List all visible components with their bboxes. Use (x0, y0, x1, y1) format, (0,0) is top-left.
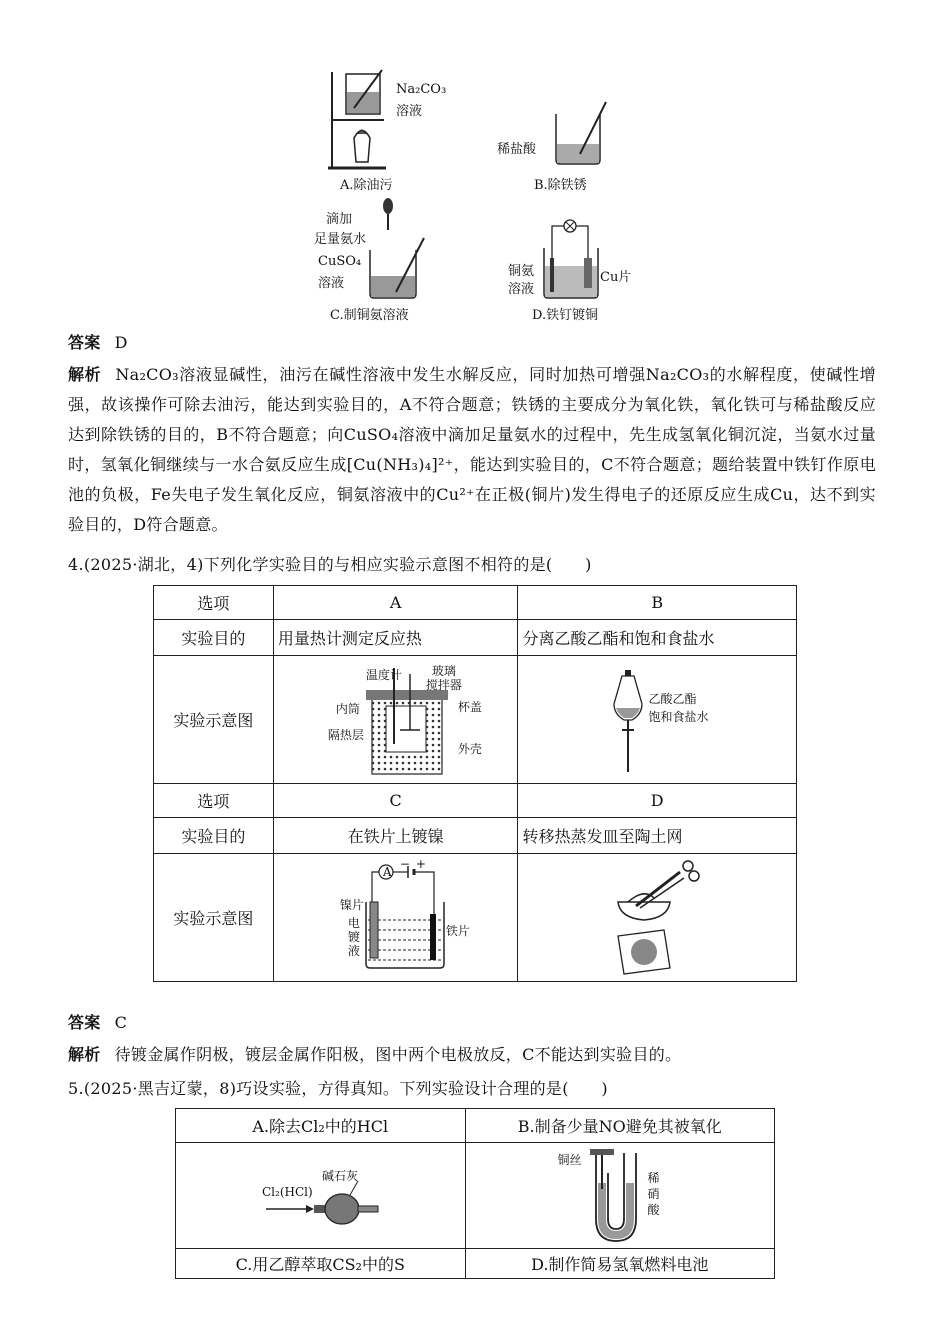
label-solution-a: 溶液 (396, 104, 423, 119)
label-electro-2: 镀 (347, 930, 360, 944)
diagram-b-cell (518, 656, 797, 784)
caption-a: A.除油污 (340, 178, 393, 193)
label-shell: 外壳 (457, 742, 482, 756)
row-label-option-2: 选项 (154, 784, 274, 818)
apparatus-a-illustration (324, 68, 394, 172)
diagram-c-cell (273, 854, 518, 982)
label-soda-lime: 碱石灰 (322, 1169, 359, 1183)
row-label-option: 选项 (154, 586, 274, 620)
caption-c: C.制铜氨溶液 (330, 308, 409, 323)
label-cu-sheet: Cu片 (600, 270, 632, 285)
q3-analysis (68, 360, 876, 540)
label-solution-d: 溶液 (508, 282, 535, 297)
label-ethyl-acetate: 乙酸乙酯 (648, 692, 697, 706)
analysis-text-q4: 待镀金属作阴极，镀层金属作阳极，图中两个电极放反，C不能达到实验目的。 (114, 1045, 682, 1064)
option-d: D (518, 784, 797, 818)
q4-table (153, 585, 797, 982)
option-c: C (273, 784, 518, 818)
label-brine: 饱和食盐水 (648, 710, 709, 724)
analysis-label-q4: 解析 (68, 1045, 101, 1064)
analysis-text: Na₂CO₃溶液显碱性，油污在碱性溶液中发生水解反应，同时加热可增强Na₂CO₃的水解程度，使碱性增强，故该操作可除去油污，能达到实验目的，A不符合题意；铁锈的主要成分为氧化铁，氧化铁可与稀盐酸反应达到除铁锈的目的，B不符合题意；向CuSO₄溶液中滴加足量氨水的过程中，先生成氢氧化铜沉淀，当氨水过量时，氢氧化铜继续与一水合氨反应生成[Cu(NH₃)₄]²⁺，能达到实验目的，C不符合题意；题给装置中铁钉作原电池的负极，Fe失电子发生氧化反应，铜氨溶液中的Cu²⁺在正极(铜片)发生得电子的还原反应生成Cu，达不到实验目的，D符合题意。 (68, 365, 876, 534)
purpose-d: 转移热蒸发皿至陶土网 (518, 818, 797, 854)
row-label-diagram: 实验示意图 (154, 656, 274, 784)
electroplating-illustration (364, 862, 464, 970)
label-inner-cylinder: 内筒 (335, 702, 360, 716)
answer-value: D (114, 333, 128, 352)
label-electro-1: 电 (347, 916, 360, 930)
option-a: A (273, 586, 518, 620)
option-header-a: A.除去Cl₂中的HCl (176, 1109, 466, 1143)
purpose-a: 用量热计测定反应热 (273, 620, 518, 656)
u-tube-illustration (586, 1149, 646, 1245)
label-dilute-3: 酸 (647, 1203, 660, 1217)
q4-analysis (68, 1040, 876, 1070)
answer-label: 答案 (68, 333, 101, 352)
caption-b: B.除铁锈 (534, 178, 587, 193)
label-ammonia: 足量氨水 (314, 232, 367, 247)
label-drip: 滴加 (326, 212, 353, 227)
minus-sign: − (399, 857, 410, 871)
row-label-diagram-2: 实验示意图 (154, 854, 274, 982)
q5-table (175, 1108, 775, 1279)
label-copper-wire: 铜丝 (557, 1153, 582, 1167)
option-header-d: D.制作简易氢氧燃料电池 (465, 1249, 774, 1279)
label-copper-ammonia: 铜氨 (508, 264, 535, 279)
answer-value-q4: C (114, 1013, 128, 1032)
label-insulation: 隔热层 (327, 728, 364, 742)
meter-label: A (382, 865, 392, 879)
label-electro-3: 液 (347, 944, 360, 958)
row-label-purpose: 实验目的 (154, 620, 274, 656)
diagram-q5-a-cell (176, 1143, 466, 1249)
option-header-c: C.用乙醇萃取CS₂中的S (176, 1249, 466, 1279)
diagram-a-cell (273, 656, 518, 784)
analysis-label: 解析 (68, 365, 102, 384)
label-na2co3: Na₂CO₃ (396, 82, 447, 97)
purpose-b: 分离乙酸乙酯和饱和食盐水 (518, 620, 797, 656)
label-dilute-1: 稀 (647, 1171, 660, 1185)
label-glass: 玻璃 (431, 664, 456, 678)
label-solution-c: 溶液 (318, 276, 345, 291)
row-label-purpose-2: 实验目的 (154, 818, 274, 854)
apparatus-c-illustration (366, 196, 430, 300)
figure-q3 (310, 60, 640, 325)
label-lid: 杯盖 (457, 700, 482, 714)
answer-label-q4: 答案 (68, 1013, 101, 1032)
diagram-q5-b-cell (465, 1143, 774, 1249)
label-iron-sheet: 铁片 (445, 924, 470, 938)
plus-sign: + (415, 857, 426, 871)
label-thermometer: 温度计 (365, 668, 402, 682)
q4-answer (68, 1008, 876, 1038)
separatory-funnel-illustration (608, 668, 648, 776)
q4-stem: 4.(2025·湖北，4)下列化学实验目的与相应实验示意图不相符的是( ) (68, 555, 592, 574)
apparatus-d-illustration (542, 218, 606, 300)
q5-stem: 5.(2025·黑吉辽蒙，8)巧设实验，方得真知。下列实验设计合理的是( ) (68, 1079, 608, 1098)
purpose-c: 在铁片上镀镍 (273, 818, 518, 854)
label-stirrer: 搅拌器 (425, 678, 462, 692)
caption-d: D.铁钉镀铜 (532, 308, 599, 323)
option-b: B (518, 586, 797, 620)
label-nickel-sheet: 镍片 (339, 898, 364, 912)
label-dilute-2: 硝 (647, 1187, 660, 1201)
label-cl2-hcl: Cl₂(HCl) (262, 1185, 313, 1199)
diagram-d-cell (518, 854, 797, 982)
evaporating-dish-illustration (614, 858, 704, 976)
q3-answer (68, 328, 876, 358)
label-cuso4: CuSO₄ (318, 254, 362, 269)
option-header-b: B.制备少量NO避免其被氧化 (465, 1109, 774, 1143)
label-dilute-hcl: 稀盐酸 (497, 142, 537, 157)
apparatus-b-illustration (550, 98, 610, 166)
